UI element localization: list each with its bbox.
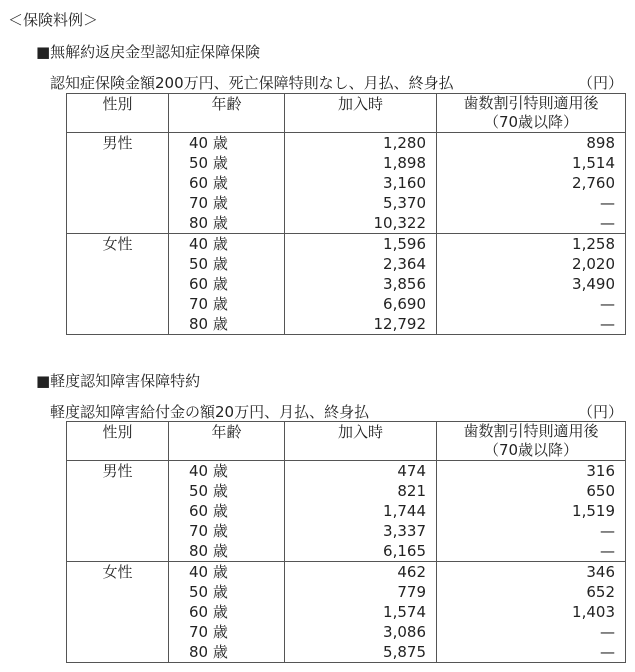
age-cell: 60 歳: [169, 274, 285, 294]
age-cell: 40 歳: [169, 234, 285, 255]
section2-unit: （円）: [578, 403, 624, 421]
join-premium-cell: 3,337: [285, 521, 437, 541]
age-cell: 70 歳: [169, 622, 285, 642]
header-discount-line1: 歯数割引特則適用後: [463, 422, 599, 440]
discount-premium-cell: —: [437, 193, 626, 213]
discount-premium-cell: 2,760: [437, 173, 626, 193]
join-premium-cell: 5,875: [285, 642, 437, 663]
age-cell: 40 歳: [169, 562, 285, 583]
age-cell: 80 歳: [169, 213, 285, 234]
discount-premium-cell: —: [437, 294, 626, 314]
join-premium-cell: 6,165: [285, 541, 437, 562]
header-discount: [437, 422, 626, 461]
section2-caption: 軽度認知障害給付金の額20万円、月払、終身払: [50, 403, 370, 421]
discount-premium-cell: 316: [437, 461, 626, 482]
discount-premium-cell: —: [437, 541, 626, 562]
age-cell: 40 歳: [169, 133, 285, 154]
age-cell: 60 歳: [169, 602, 285, 622]
join-premium-cell: 3,856: [285, 274, 437, 294]
page-heading: ＜保険料例＞: [8, 11, 99, 29]
discount-premium-cell: 2,020: [437, 254, 626, 274]
header-age: 年齢: [169, 94, 285, 133]
header-discount-line2: （70歳以降）: [483, 441, 579, 459]
age-cell: 80 歳: [169, 541, 285, 562]
section2-title: ■軽度認知障害保障特約: [36, 372, 201, 390]
join-premium-cell: 1,744: [285, 501, 437, 521]
group-sex: 女性: [67, 562, 169, 663]
discount-premium-cell: 1,514: [437, 153, 626, 173]
age-cell: 50 歳: [169, 254, 285, 274]
discount-premium-cell: 1,519: [437, 501, 626, 521]
age-cell: 50 歳: [169, 153, 285, 173]
header-discount-line2: （70歳以降）: [483, 113, 579, 131]
age-cell: 80 歳: [169, 314, 285, 335]
discount-premium-cell: —: [437, 314, 626, 335]
header-discount-line1: 歯数割引特則適用後: [463, 94, 599, 112]
header-join: 加入時: [285, 422, 437, 461]
group-sex: 男性: [67, 461, 169, 562]
join-premium-cell: 1,596: [285, 234, 437, 255]
header-sex: 性別: [67, 94, 169, 133]
discount-premium-cell: 1,403: [437, 602, 626, 622]
join-premium-cell: 6,690: [285, 294, 437, 314]
section1-premium-table: [66, 93, 626, 335]
discount-premium-cell: —: [437, 642, 626, 663]
join-premium-cell: 1,574: [285, 602, 437, 622]
join-premium-cell: 3,160: [285, 173, 437, 193]
age-cell: 70 歳: [169, 294, 285, 314]
discount-premium-cell: 898: [437, 133, 626, 154]
discount-premium-cell: 1,258: [437, 234, 626, 255]
discount-premium-cell: —: [437, 213, 626, 234]
discount-premium-cell: 346: [437, 562, 626, 583]
header-age: 年齢: [169, 422, 285, 461]
join-premium-cell: 1,898: [285, 153, 437, 173]
age-cell: 50 歳: [169, 481, 285, 501]
age-cell: 40 歳: [169, 461, 285, 482]
discount-premium-cell: 652: [437, 582, 626, 602]
age-cell: 70 歳: [169, 521, 285, 541]
group-sex: 男性: [67, 133, 169, 234]
header-sex: 性別: [67, 422, 169, 461]
discount-premium-cell: 3,490: [437, 274, 626, 294]
join-premium-cell: 821: [285, 481, 437, 501]
section1-unit: （円）: [578, 74, 624, 92]
join-premium-cell: 3,086: [285, 622, 437, 642]
section1-caption: 認知症保険金額200万円、死亡保障特則なし、月払、終身払: [50, 74, 454, 92]
discount-premium-cell: —: [437, 622, 626, 642]
discount-premium-cell: 650: [437, 481, 626, 501]
join-premium-cell: 462: [285, 562, 437, 583]
header-discount: [437, 94, 626, 133]
age-cell: 60 歳: [169, 173, 285, 193]
section1-title: ■無解約返戻金型認知症保障保険: [36, 43, 261, 61]
join-premium-cell: 474: [285, 461, 437, 482]
join-premium-cell: 779: [285, 582, 437, 602]
join-premium-cell: 1,280: [285, 133, 437, 154]
group-sex: 女性: [67, 234, 169, 335]
age-cell: 60 歳: [169, 501, 285, 521]
age-cell: 50 歳: [169, 582, 285, 602]
join-premium-cell: 12,792: [285, 314, 437, 335]
join-premium-cell: 10,322: [285, 213, 437, 234]
section2-premium-table: [66, 421, 626, 663]
header-join: 加入時: [285, 94, 437, 133]
age-cell: 80 歳: [169, 642, 285, 663]
join-premium-cell: 2,364: [285, 254, 437, 274]
age-cell: 70 歳: [169, 193, 285, 213]
discount-premium-cell: —: [437, 521, 626, 541]
join-premium-cell: 5,370: [285, 193, 437, 213]
